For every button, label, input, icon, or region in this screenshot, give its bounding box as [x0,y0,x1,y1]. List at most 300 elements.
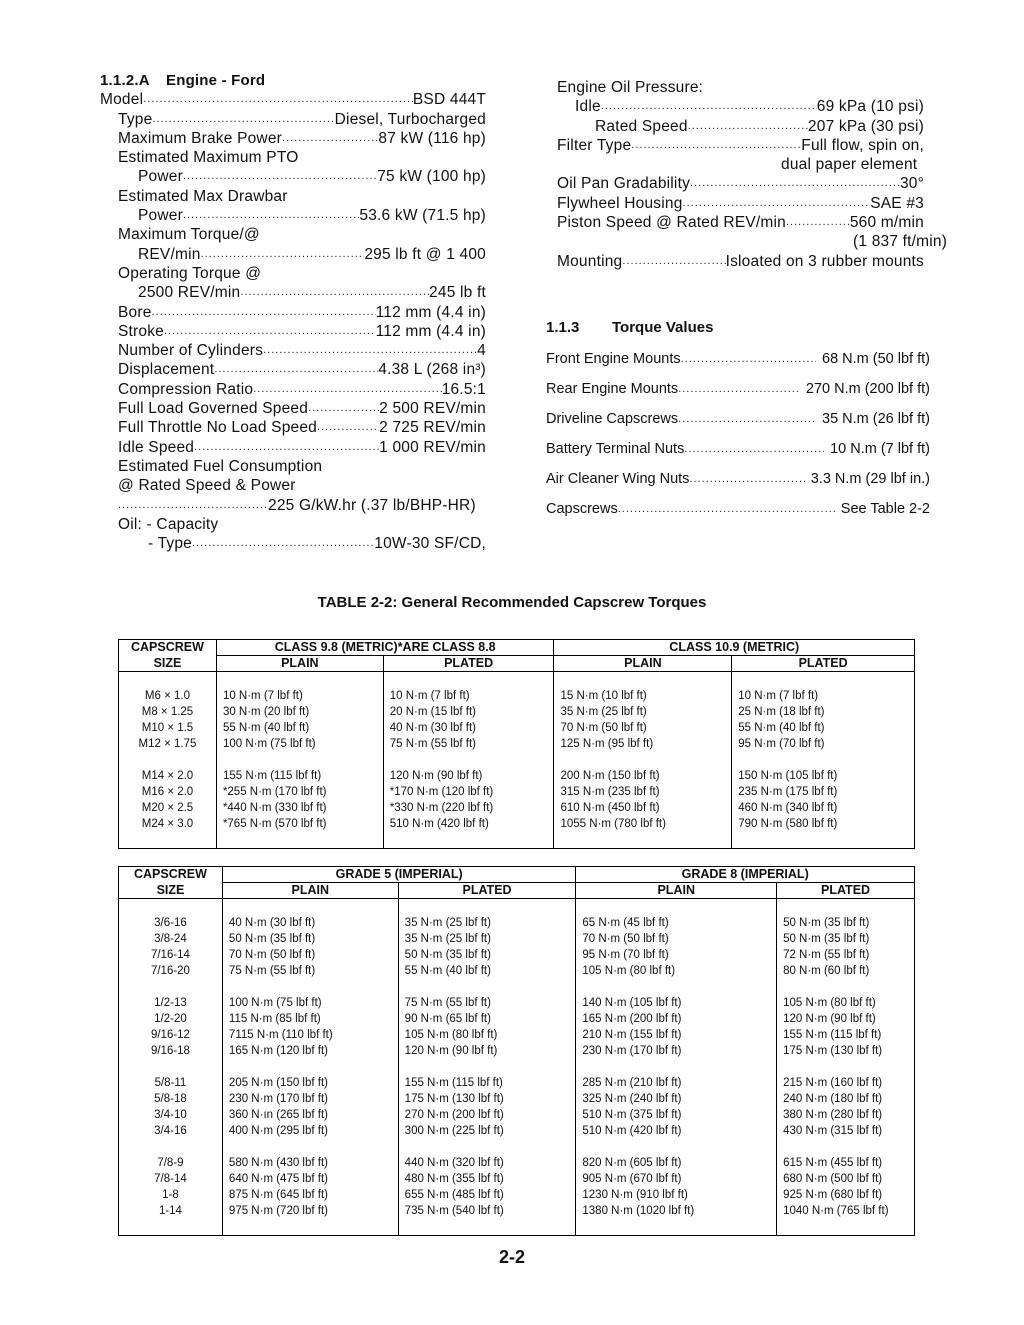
engine-specs [100,71,486,553]
engine-value: 2 725 REV/min [379,419,486,437]
torque-value-label: Capscrews [546,501,618,518]
imperial_table-torque-cell: 1380 N·m (1020 lbf ft) [576,1203,777,1219]
dot-leader [240,283,429,302]
engine-row [100,399,486,418]
engine-label: Compression Ratio [118,380,254,398]
dot-leader [164,322,376,341]
engine-label: @ Rated Speed & Power [118,477,296,495]
imperial_table-size-cell: 7/8-9 [119,1155,223,1171]
metric_table-spacer-row [119,672,915,689]
engine-value: 295 lb ft @ 1 400 [364,245,486,263]
metric_table-row [119,704,915,720]
imperial_table-torque-cell: 120 N·m (90 lbf ft) [777,1011,915,1027]
engine-label: Bore [118,303,152,321]
dot-leader [152,110,334,129]
metric_table-torque-cell: 100 N·m (75 lbf ft) [216,736,383,752]
oil-row [557,232,948,251]
metric_table-torque-cell: 75 N·m (55 lbf ft) [389,738,476,750]
imperial_table-row [119,915,915,931]
metric_table-size-cell: M14 × 2.0 [119,768,217,784]
imperial_table-spacer-cell [398,1219,576,1236]
metric_table-torque-cell: 460 N·m (340 lbf ft) [732,800,915,816]
imperial_table-spacer-cell [119,979,223,995]
imperial_table-row [119,1203,915,1219]
metric-group2-header: CLASS 10.9 (METRIC) [554,640,915,656]
torque-value-list [546,344,930,524]
imperial_table-spacer-cell [777,899,915,916]
metric_table-spacer-row [119,832,915,849]
dot-leader [678,374,800,404]
imperial_table-spacer-cell [398,1059,576,1075]
metric_table-torque-cell: 10 N·m (7 lbf ft) [389,690,470,702]
engine-value: 16.5:1 [441,380,486,398]
dot-leader [631,136,801,155]
imperial_table-torque-cell: 820 N·m (605 lbf ft) [576,1155,777,1171]
imperial-plain-header: PLAIN [222,883,398,899]
imperial_table-spacer-cell [222,1139,398,1155]
metric_table-torque-cell: 55 N·m (40 lbf ft) [732,720,915,736]
engine-label: REV/min [138,245,201,263]
engine-row [100,187,486,206]
dot-leader [118,496,268,515]
imperial_table-size-cell: 3/6-16 [119,915,223,931]
engine-value: 225 G/kW.hr (.37 lb/BHP-HR) [268,496,476,514]
metric_table-torque-cell: *255 N·m (170 lbf ft) [216,784,383,800]
torque-section-number: 1.1.3 [546,319,580,336]
imperial_table-row [119,1043,915,1059]
imperial_table-row [119,1171,915,1187]
engine-label: Maximum Torque/@ [118,226,260,244]
metric_table-torque-cell: 120 N·m (90 lbf ft) [389,770,483,782]
engine-value: 112 mm (4.4 in) [375,322,486,340]
imperial_table-spacer-cell [222,1059,398,1075]
engine-row [100,534,486,553]
imperial_table-size-cell: 1/2-20 [119,1011,223,1027]
imperial_table-spacer-cell [119,899,223,916]
imperial-torque-table [118,866,915,1236]
oil-row [557,78,924,97]
torque-value-value: See Table 2-2 [840,501,930,518]
imperial_table-spacer-cell [576,979,777,995]
imperial_table-torque-cell: 430 N·m (315 lbf ft) [777,1123,915,1139]
engine-row [100,496,486,515]
imperial-plated-header-2: PLATED [777,883,915,899]
engine-label: Maximum Brake Power [118,129,283,147]
metric_table-torque-cell: 10 N·m (7 lbf ft) [216,688,383,704]
metric_table-torque-cell: 10 N·m (7 lbf ft) [732,688,915,704]
imperial_table-spacer-cell [222,1219,398,1236]
imperial_table-torque-cell: 155 N·m (115 lbf ft) [404,1077,503,1089]
metric_table-spacer-row [119,752,915,768]
dot-leader [678,404,816,434]
imperial_table-row [119,1123,915,1139]
metric-plain-header: PLAIN [216,656,383,672]
imperial_table-spacer-cell [119,1139,223,1155]
metric_table-spacer-cell [732,832,915,849]
oil-specs [557,78,948,271]
engine-section-number: 1.1.2.A [100,72,150,89]
imperial_table-torque-cell: 230 N·m (170 lbf ft) [576,1043,777,1059]
dot-leader [688,117,808,136]
imperial_table-torque-cell: 400 N·m (295 lbf ft) [222,1123,398,1139]
engine-value: 4.38 L (268 in³) [378,361,486,379]
engine-row [100,148,486,167]
imperial_table-spacer-cell [398,1139,576,1155]
imperial_table-size-cell: 1-14 [119,1203,223,1219]
engine-label: 2500 REV/min [138,284,241,302]
imperial_table-torque-cell: 925 N·m (680 lbf ft) [777,1187,915,1203]
metric_table-row [119,688,915,704]
dot-leader [192,534,374,553]
metric_table-torque-cell: 20 N·m (15 lbf ft) [389,706,476,718]
oil-label: Piston Speed @ Rated REV/min [557,214,786,232]
metric_table-torque-cell: *330 N·m (220 lbf ft) [389,802,494,814]
oil-row [557,155,924,174]
engine-row [100,322,486,341]
dot-leader [689,464,804,494]
engine-label: Oil: - Capacity [118,515,219,533]
dot-leader [183,206,359,225]
engine-row [100,360,486,379]
imperial_table-spacer-cell [576,1219,777,1236]
torque-value-row [546,404,930,434]
engine-section-heading [100,71,486,90]
imperial_table-torque-cell: 240 N·m (180 lbf ft) [777,1091,915,1107]
engine-row [100,303,486,322]
metric_table-spacer-cell [383,752,554,768]
imperial_table-torque-cell: 735 N·m (540 lbf ft) [404,1205,504,1217]
oil-value: SAE #3 [870,194,924,212]
metric_table-torque-cell: 25 N·m (18 lbf ft) [732,704,915,720]
imperial_table-spacer-cell [777,1219,915,1236]
imperial_table-torque-cell: 270 N·m (200 lbf ft) [404,1109,504,1121]
metric_table-torque-cell: *440 N·m (330 lbf ft) [216,800,383,816]
torque-value-label: Front Engine Mounts [546,351,681,368]
metric_table-torque-cell: 510 N·m (420 lbf ft) [389,818,489,830]
imperial_table-torque-cell: 50 N·m (35 lbf ft) [222,931,398,947]
oil-label: Flywheel Housing [557,194,683,212]
metric_table-size-cell: M20 × 2.5 [119,800,217,816]
imperial_table-torque-cell: 230 N·m (170 lbf ft) [222,1091,398,1107]
torque-value-value: 10 N.m (7 lbf ft) [830,441,930,458]
imperial_table-torque-cell: 975 N·m (720 lbf ft) [222,1203,398,1219]
oil-spec-list [557,78,948,271]
metric_table-row [119,736,915,752]
torque-section-heading [546,318,930,337]
imperial_table-spacer-cell [576,1139,777,1155]
metric_table-torque-cell: *765 N·m (570 lbf ft) [216,816,383,832]
imperial_table-row [119,931,915,947]
imperial_table-size-cell: 5/8-18 [119,1091,223,1107]
imperial_table-torque-cell: 615 N·m (455 lbf ft) [777,1155,915,1171]
metric_table-size-cell: M6 × 1.0 [119,688,217,704]
engine-value: 112 mm (4.4 in) [375,303,486,321]
metric_table-spacer-cell [732,752,915,768]
metric-group1-header: CLASS 9.8 (METRIC)*ARE CLASS 8.8 [216,640,554,656]
dot-leader [194,438,379,457]
imperial_table-torque-cell: 65 N·m (45 lbf ft) [576,915,777,931]
dot-leader [317,418,379,437]
torque-value-label: Air Cleaner Wing Nuts [546,471,690,488]
imperial_table-torque-cell: 510 N·m (375 lbf ft) [576,1107,777,1123]
engine-value: 75 kW (100 hp) [377,168,486,186]
engine-value: 87 kW (116 hp) [378,129,486,147]
imperial_table-torque-cell: 100 N·m (75 lbf ft) [222,995,398,1011]
metric_table-row [119,768,915,784]
imperial_table-spacer-cell [119,1219,223,1236]
imperial_table-spacer-cell [576,899,777,916]
dot-leader [143,90,413,109]
imperial_table-torque-cell: 1230 N·m (910 lbf ft) [576,1187,777,1203]
dot-leader [622,252,725,271]
metric_table-spacer-cell [119,752,217,768]
imperial_table-torque-cell: 510 N·m (420 lbf ft) [576,1123,777,1139]
engine-row [100,110,486,129]
imperial_table-spacer-cell [119,1059,223,1075]
imperial_table-size-cell: 5/8-11 [119,1075,223,1091]
metric_table-size-cell: M24 × 3.0 [119,816,217,832]
imperial_table-spacer-row [119,899,915,916]
metric-plain-header-2: PLAIN [554,656,732,672]
engine-label: Model [100,91,144,109]
metric-torque-table [118,639,915,849]
torque-value-row [546,494,930,524]
metric_table-spacer-cell [216,752,383,768]
metric_table-spacer-cell [216,672,383,689]
metric_table-row [119,800,915,816]
engine-row [100,457,486,476]
engine-section-title: Engine - Ford [166,72,266,89]
engine-value: BSD 444T [412,91,486,109]
imperial_table-torque-cell: 175 N·m (130 lbf ft) [777,1043,915,1059]
imperial_table-row [119,947,915,963]
metric_table-torque-cell: *170 N·m (120 lbf ft) [389,786,494,798]
imperial_table-spacer-cell [398,979,576,995]
imperial_table-torque-cell: 120 N·m (90 lbf ft) [404,1045,498,1057]
metric_table-torque-cell: 95 N·m (70 lbf ft) [732,736,915,752]
imperial_table-spacer-row [119,1219,915,1236]
imperial_table-torque-cell: 115 N·m (85 lbf ft) [222,1011,398,1027]
oil-value: Isloated on 3 rubber mounts [725,252,924,270]
imperial_table-torque-cell: 640 N·m (475 lbf ft) [222,1171,398,1187]
imperial_table-torque-cell: 70 N·m (50 lbf ft) [222,947,398,963]
dot-leader [308,399,379,418]
torque-value-label: Battery Terminal Nuts [546,441,685,458]
imperial_table-spacer-cell [777,979,915,995]
imperial_table-size-cell: 7/16-14 [119,947,223,963]
imperial-group1-header: GRADE 5 (IMPERIAL) [222,867,575,883]
metric-size-header-2: SIZE [119,656,217,672]
torque-section-title: Torque Values [612,319,714,336]
engine-row [100,515,486,534]
oil-label: Idle [575,98,601,116]
oil-row [557,194,924,213]
torque-value-value: 68 N.m (50 lbf ft) [822,351,930,368]
imperial_table-torque-cell: 165 N·m (200 lbf ft) [576,1011,777,1027]
metric_table-row [119,816,915,832]
metric_table-size-cell: M8 × 1.25 [119,704,217,720]
engine-value: 245 lb ft [429,284,486,302]
dot-leader [786,213,850,232]
imperial_table-size-cell: 9/16-18 [119,1043,223,1059]
imperial_table-spacer-cell [777,1059,915,1075]
metric_table-torque-cell: 70 N·m (50 lbf ft) [554,720,732,736]
imperial_table-torque-cell: 580 N·m (430 lbf ft) [222,1155,398,1171]
metric_table-torque-cell: 1055 N·m (780 lbf ft) [554,816,732,832]
engine-row [100,129,486,148]
metric_table-torque-cell: 35 N·m (25 lbf ft) [554,704,732,720]
imperial_table-spacer-cell [576,1059,777,1075]
imperial_table-size-cell: 1/2-13 [119,995,223,1011]
imperial_table-torque-cell: 7115 N·m (110 lbf ft) [222,1027,398,1043]
metric-size-header-1: CAPSCREW [119,640,217,656]
imperial_table-torque-cell: 655 N·m (485 lbf ft) [404,1189,504,1201]
imperial-size-header-2: SIZE [119,883,223,899]
imperial_table-spacer-row [119,1059,915,1075]
metric_table-torque-cell: 610 N·m (450 lbf ft) [554,800,732,816]
dot-leader [683,194,871,213]
imperial_table-torque-cell: 1040 N·m (765 lbf ft) [777,1203,915,1219]
metric_table-spacer-cell [554,832,732,849]
oil-value: 207 kPa (30 psi) [807,117,924,135]
imperial_table-spacer-row [119,979,915,995]
engine-label: Estimated Maximum PTO [118,149,299,167]
engine-row [100,90,486,109]
imperial_table-size-cell: 3/4-10 [119,1107,223,1123]
imperial_table-torque-cell: 95 N·m (70 lbf ft) [576,947,777,963]
engine-label: Idle Speed [118,438,195,456]
metric_table-torque-cell: 150 N·m (105 lbf ft) [732,768,915,784]
imperial_table-torque-cell: 210 N·m (155 lbf ft) [576,1027,777,1043]
imperial_table-torque-cell: 155 N·m (115 lbf ft) [777,1027,915,1043]
oil-value: 30° [899,175,924,193]
engine-label: Number of Cylinders [118,342,264,360]
imperial_table-torque-cell: 105 N·m (80 lbf ft) [777,995,915,1011]
engine-value: Diesel, Turbocharged [334,110,486,128]
metric_table-row [119,784,915,800]
imperial_table-size-cell: 1-8 [119,1187,223,1203]
imperial_table-row [119,1187,915,1203]
engine-value: 53.6 kW (71.5 hp) [359,207,486,225]
torque-value-row [546,374,930,404]
imperial_table-torque-cell: 175 N·m (130 lbf ft) [404,1093,504,1105]
metric_table-row [119,720,915,736]
oil-label: Mounting [557,252,623,270]
torque-value-row [546,344,930,374]
oil-label: Engine Oil Pressure: [557,79,704,96]
imperial-size-header-1: CAPSCREW [119,867,223,883]
imperial_table-torque-cell: 50 N·m (35 lbf ft) [777,915,915,931]
metric_table-torque-cell: 200 N·m (150 lbf ft) [554,768,732,784]
imperial_table-torque-cell: 80 N·m (60 lbf ft) [777,963,915,979]
imperial_table-spacer-cell [222,899,398,916]
engine-row [100,206,486,225]
engine-row [100,380,486,399]
torque-value-label: Rear Engine Mounts [546,381,679,398]
engine-row [100,438,486,457]
engine-label: Operating Torque @ [118,264,262,282]
imperial_table-row [119,1027,915,1043]
imperial_table-row [119,1011,915,1027]
oil-row [557,97,924,116]
metric_table-torque-cell: 15 N·m (10 lbf ft) [554,688,732,704]
torque-value-label: Driveline Capscrews [546,411,679,428]
oil-row [557,136,924,155]
imperial_table-spacer-cell [777,1139,915,1155]
imperial_table-torque-cell: 480 N·m (355 lbf ft) [404,1173,504,1185]
torque-value-row [546,434,930,464]
metric_table-torque-cell: 40 N·m (30 lbf ft) [389,722,476,734]
engine-label: Full Throttle No Load Speed [118,419,317,437]
imperial_table-torque-cell: 35 N·m (25 lbf ft) [404,917,491,929]
dot-leader [214,360,378,379]
engine-label: Estimated Fuel Consumption [118,457,323,475]
imperial_table-torque-cell: 325 N·m (240 lbf ft) [576,1091,777,1107]
torque-values [546,318,930,524]
imperial_table-torque-cell: 300 N·m (225 lbf ft) [404,1125,504,1137]
engine-spec-list [100,90,486,553]
engine-value: 2 500 REV/min [379,400,486,418]
imperial_table-torque-cell: 75 N·m (55 lbf ft) [222,963,398,979]
dot-leader [684,434,824,464]
engine-row [100,341,486,360]
dot-leader [601,97,817,116]
torque-value-row [546,464,930,494]
metric_table-spacer-cell [554,672,732,689]
oil-label: Oil Pan Gradability [557,175,691,193]
imperial_table-row [119,995,915,1011]
metric_table-spacer-cell [383,832,554,849]
oil-row [557,213,924,232]
imperial_table-torque-cell: 50 N·m (35 lbf ft) [777,931,915,947]
engine-label: Power [138,168,183,186]
table-title: TABLE 2-2: General Recommended Capscrew Torques [317,594,707,611]
metric_table-torque-cell: 155 N·m (115 lbf ft) [216,768,383,784]
engine-row [100,245,486,264]
oil-value: 560 m/min [849,214,924,232]
imperial-plated-header: PLATED [398,883,576,899]
imperial_table-torque-cell: 905 N·m (670 lbf ft) [576,1171,777,1187]
oil-label: Rated Speed [595,117,688,135]
oil-label: dual paper element [781,156,918,174]
dot-leader [690,174,900,193]
imperial_table-torque-cell: 205 N·m (150 lbf ft) [222,1075,398,1091]
imperial-table-body [119,867,915,1236]
imperial_table-torque-cell: 105 N·m (80 lbf ft) [576,963,777,979]
metric-plated-header: PLATED [383,656,554,672]
imperial_table-torque-cell: 165 N·m (120 lbf ft) [222,1043,398,1059]
imperial_table-torque-cell: 50 N·m (35 lbf ft) [404,949,491,961]
engine-row [100,476,486,495]
metric-plated-header-2: PLATED [732,656,915,672]
engine-label: Stroke [118,322,164,340]
imperial_table-torque-cell: 380 N·m (280 lbf ft) [777,1107,915,1123]
imperial_table-spacer-cell [398,899,576,916]
imperial_table-size-cell: 9/16-12 [119,1027,223,1043]
dot-leader [152,303,376,322]
imperial-group2-header: GRADE 8 (IMPERIAL) [576,867,915,883]
metric_table-spacer-cell [383,672,554,689]
imperial_table-torque-cell: 35 N·m (25 lbf ft) [404,933,491,945]
imperial_table-torque-cell: 875 N·m (645 lbf ft) [222,1187,398,1203]
dot-leader [681,344,816,374]
metric_table-torque-cell: 55 N·m (40 lbf ft) [216,720,383,736]
imperial_table-spacer-row [119,1139,915,1155]
torque-value-value: 35 N.m (26 lbf ft) [822,411,930,428]
engine-row [100,264,486,283]
imperial_table-row [119,1107,915,1123]
engine-label: Power [138,207,183,225]
